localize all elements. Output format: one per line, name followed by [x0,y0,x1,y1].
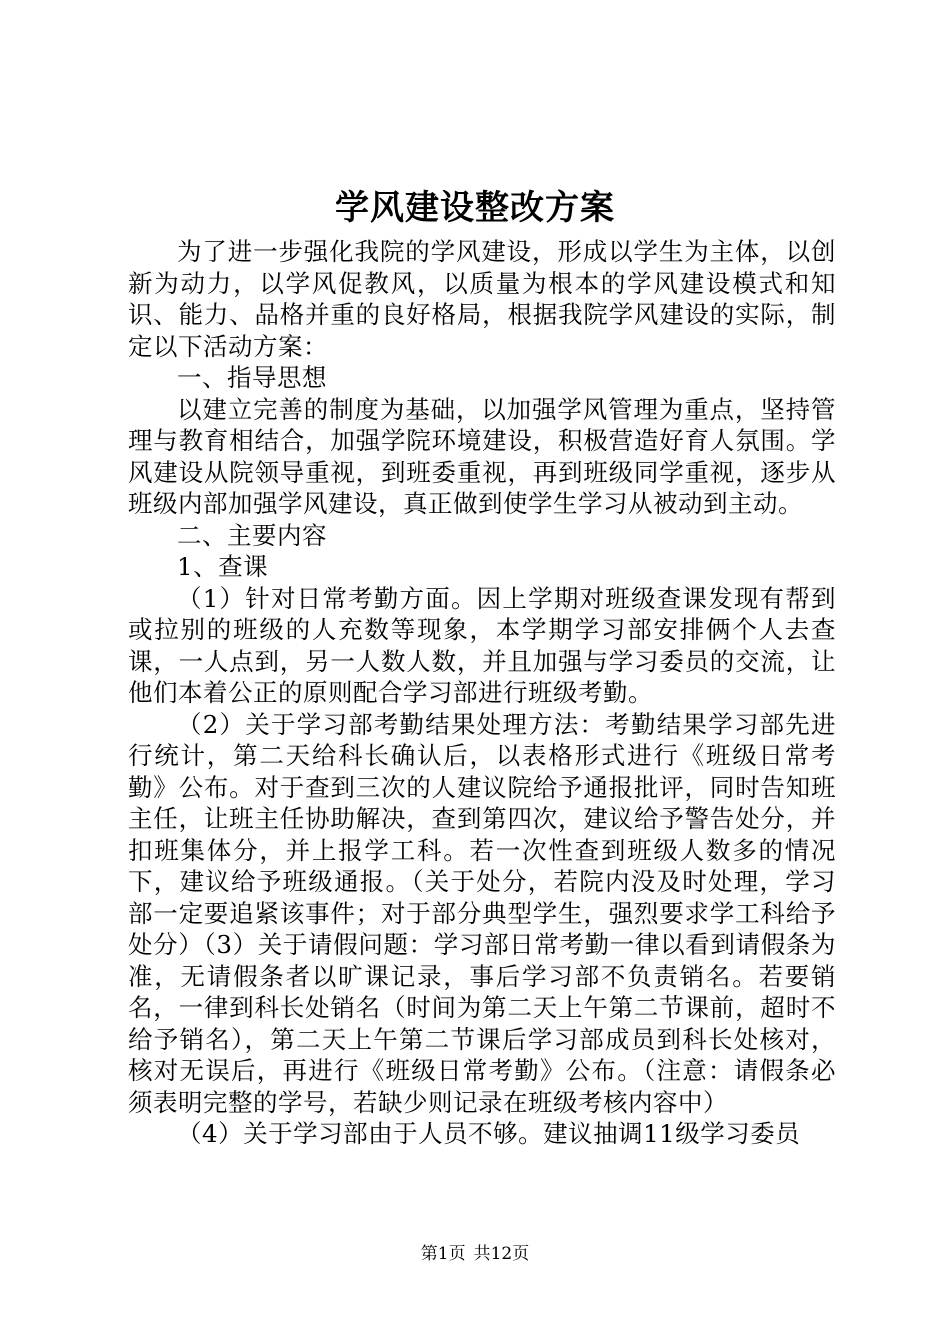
page-number: 第1页 [420,1244,466,1264]
document-title: 学风建设整改方案 [335,188,615,228]
intro-paragraph: 为了进一步强化我院的学风建设，形成以学生为主体，以创新为动力，以学风促教风，以质量为根本的学风建设模式和知识、能力、品格并重的良好格局，根据我院学风建设的实际，制定以下活动方案： [128,237,836,361]
page-total: 共12页 [473,1244,530,1264]
section-heading-main-content: 二、主要内容 [177,520,327,550]
section-heading-guiding-thought: 一、指导思想 [177,363,327,392]
item-2-3-paragraph: （2）关于学习部考勤结果处理方法：考勤结果学习部先进行统计，第二天给科长确认后，以表格形式进行《班级日常考勤》公布。对于查到三次的人建议院给予通报批评，同时告知班主任，让班主任协助解决，查到第四次，建议给予警告处分，并扣班集体分，并上报学工科。若一次性查到班级人数多的情况下，建议给予班级通报。（关于处分，若院内没及时处理，学习部一定要追紧该事件；对于部分典型学生，强烈要求学工科给予处分）（3）关于请假问题：学习部日常考勤一律以看到请假条为准，无请假条者以旷课记录，事后学习部不负责销名。若要销名，一律到科长处销名（时间为第二天上午第二节课前，超时不给予销名），第二天上午第二节课后学习部成员到科长处核对，核对无误后，再进行《班级日常考勤》公布。（注意：请假条必须表明完整的学号，若缺少则记录在班级考核内容中） [128,709,836,1117]
document-body [128,236,836,1150]
item-1-paragraph: （1）针对日常考勤方面。因上学期对班级查课发现有帮到或拉别的班级的人充数等现象，本学期学习部安排俩个人去查课，一人点到，另一人数人数，并且加强与学习委员的交流，让他们本着公正的原则配合学习部进行班级考勤。 [128,583,836,707]
guiding-thought-paragraph: 以建立完善的制度为基础，以加强学风管理为重点，坚持管理与教育相结合，加强学院环境建设，积极营造好育人氛围。学风建设从院领导重视，到班委重视，再到班级同学重视，逐步从班级内部加强学风建设，真正做到使学生学习从被动到主动。 [128,394,836,518]
item-4-paragraph: （4）关于学习部由于人员不够。建议抽调11级学习委员 [177,1119,801,1148]
page-footer [0,1242,950,1266]
subsection-heading-class-check: 1、查课 [177,552,269,581]
